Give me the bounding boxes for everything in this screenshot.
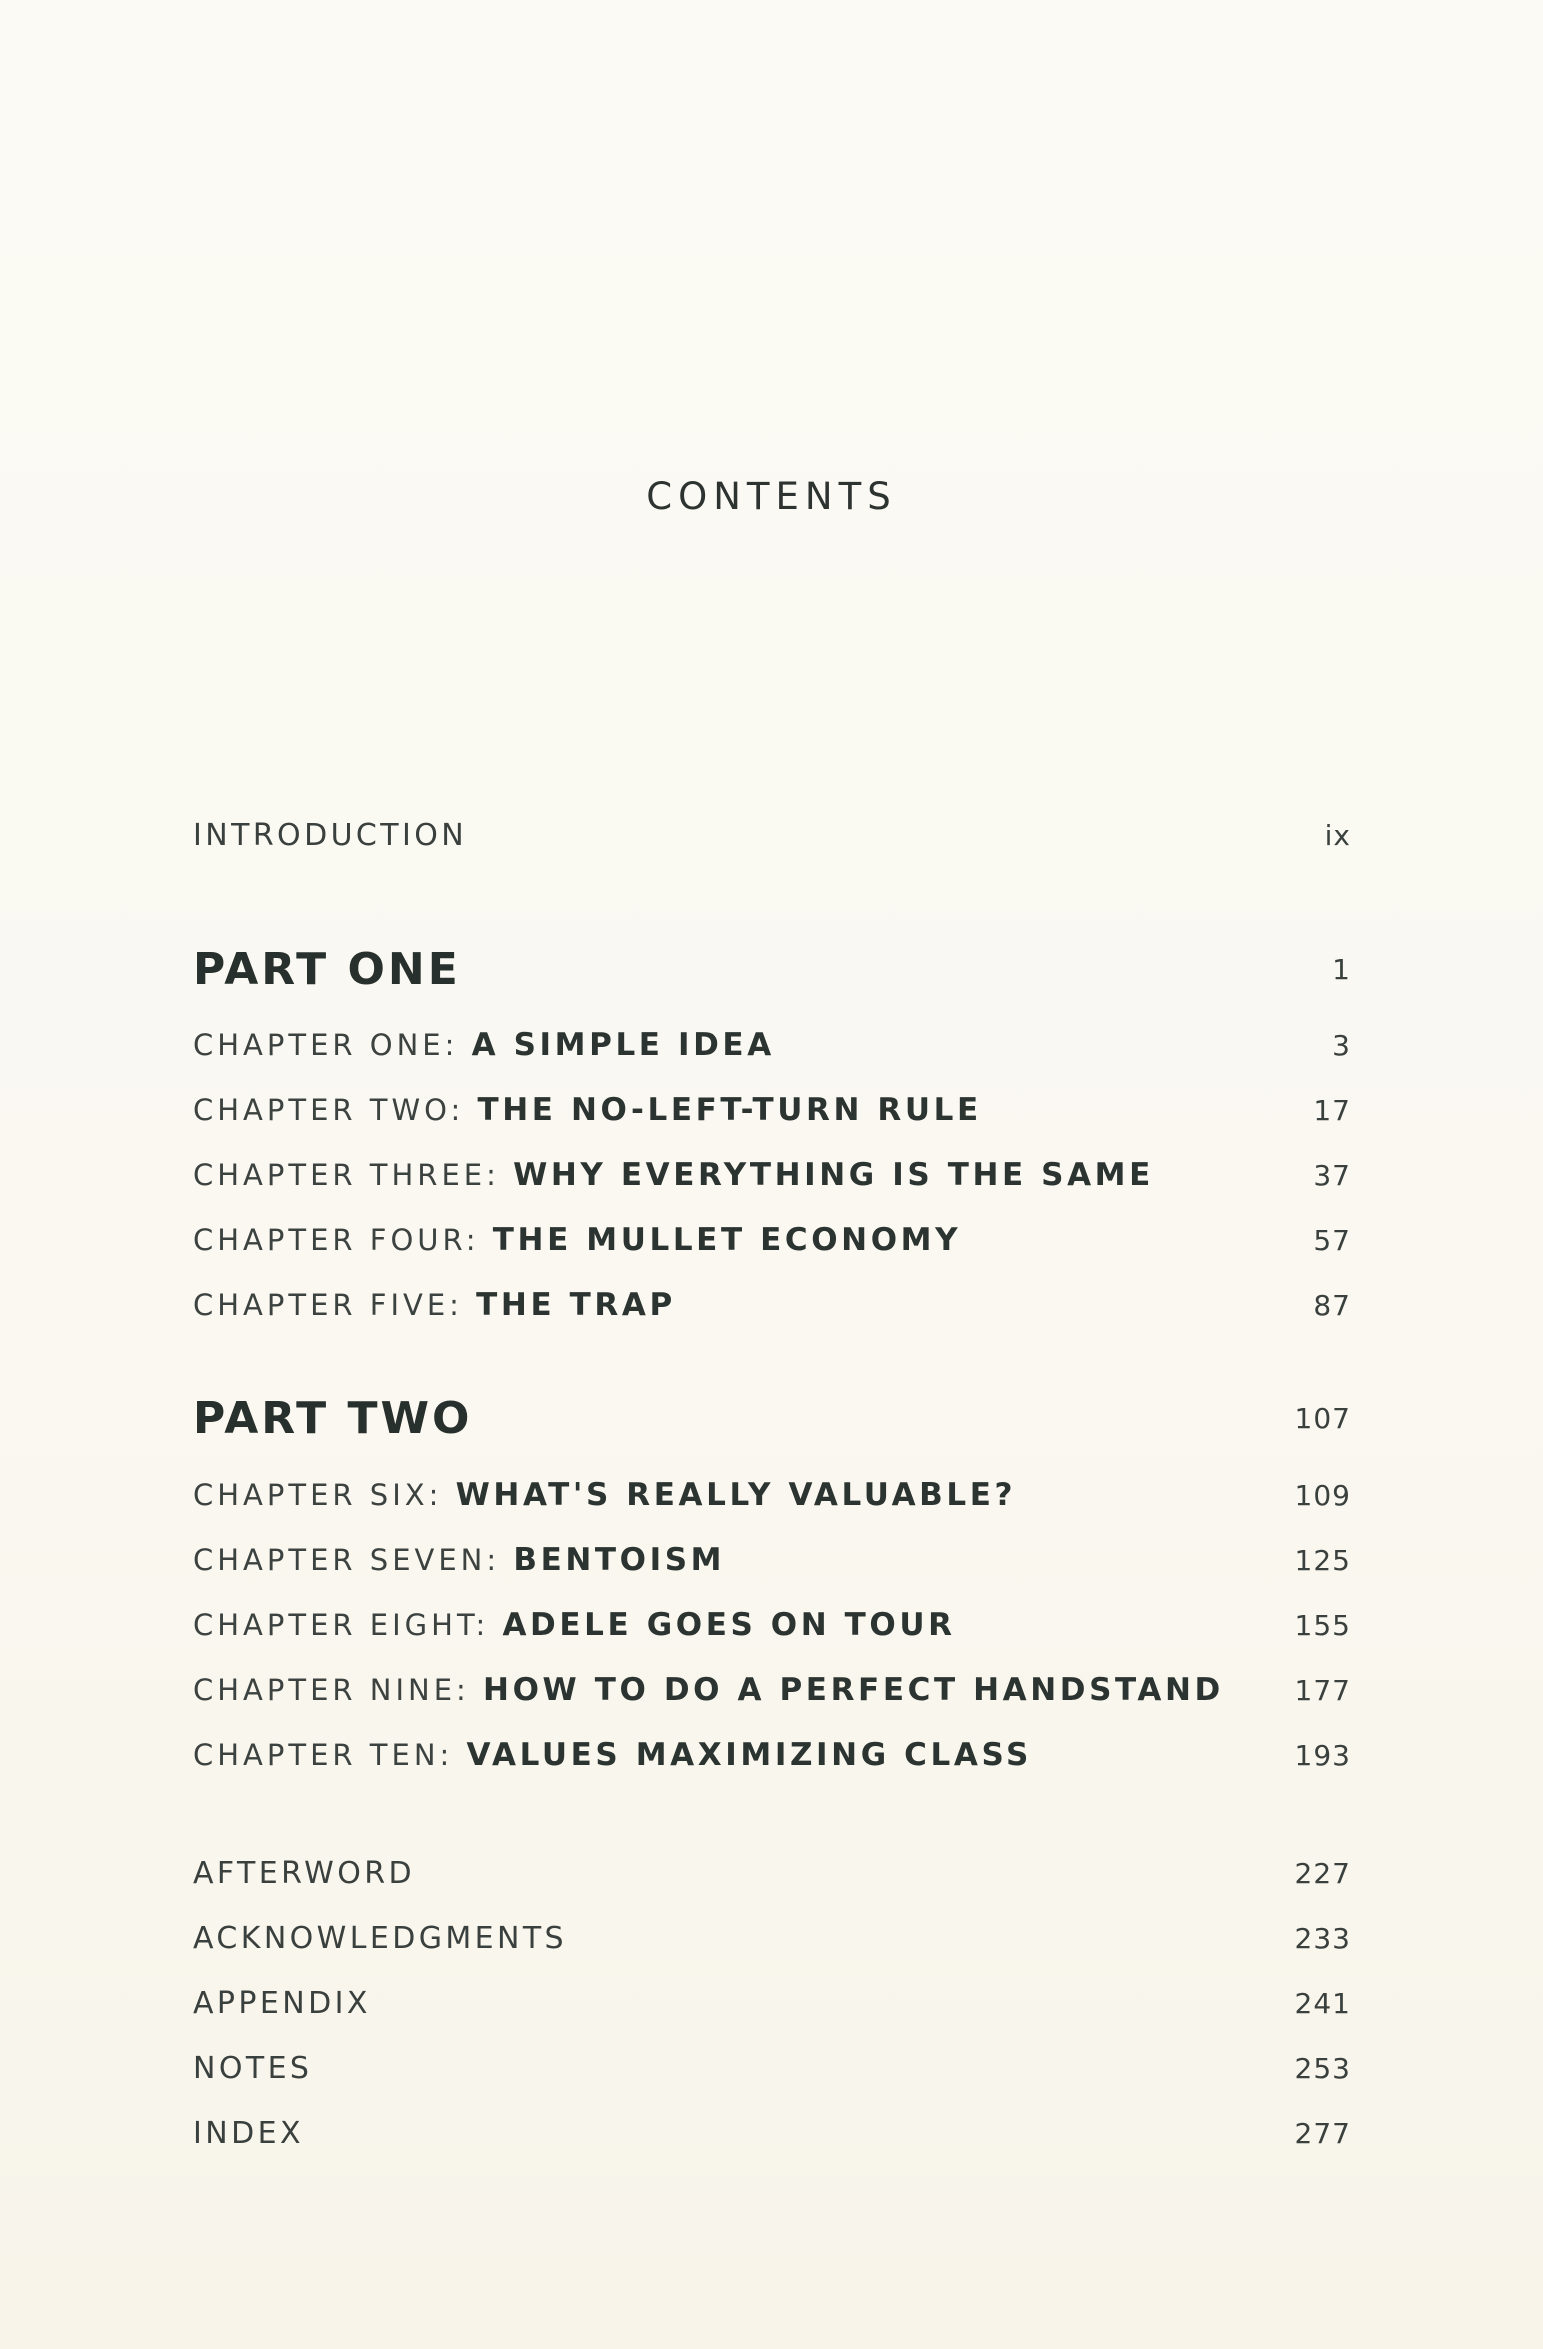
page-number: 253: [1294, 2051, 1351, 2085]
part-title: PART TWO: [193, 1392, 473, 1444]
chapter-title: VALUES MAXIMIZING CLASS: [466, 1737, 1032, 1773]
toc-index[interactable]: [193, 2103, 1351, 2163]
page-number: 227: [1294, 1856, 1351, 1890]
toc-chapter-one[interactable]: [193, 1015, 1351, 1075]
toc-chapter-six[interactable]: [193, 1465, 1351, 1525]
page-number: 125: [1294, 1543, 1351, 1577]
toc-notes[interactable]: [193, 2038, 1351, 2098]
page-number: 87: [1313, 1288, 1351, 1322]
toc-chapter-five[interactable]: [193, 1275, 1351, 1335]
toc-chapter-eight[interactable]: [193, 1595, 1351, 1655]
chapter-label: CHAPTER THREE:: [193, 1158, 514, 1192]
chapter-title: ADELE GOES ON TOUR: [502, 1607, 956, 1643]
toc-part-two[interactable]: [193, 1385, 1351, 1451]
page-number: 109: [1294, 1478, 1351, 1512]
chapter-label: CHAPTER NINE:: [193, 1673, 484, 1707]
chapter-label: CHAPTER SIX:: [193, 1478, 456, 1512]
page-number: 107: [1294, 1401, 1351, 1435]
toc-appendix[interactable]: [193, 1973, 1351, 2033]
toc-part-one[interactable]: [193, 936, 1351, 1002]
page-number: ix: [1324, 818, 1351, 852]
page-number: 233: [1294, 1921, 1351, 1955]
toc-chapter-four[interactable]: [193, 1210, 1351, 1270]
chapter-label: CHAPTER ONE:: [193, 1028, 472, 1062]
entry-title: INTRODUCTION: [193, 817, 468, 853]
entry-title: AFTERWORD: [193, 1855, 415, 1891]
page-number: 17: [1313, 1093, 1351, 1127]
entry-title: APPENDIX: [193, 1985, 371, 2021]
toc-entry-introduction[interactable]: [193, 805, 1351, 865]
page-number: 155: [1294, 1608, 1351, 1642]
page-number: 37: [1313, 1158, 1351, 1192]
toc-chapter-two[interactable]: [193, 1080, 1351, 1140]
toc-chapter-three[interactable]: [193, 1145, 1351, 1205]
chapter-title: THE NO-LEFT-TURN RULE: [477, 1092, 982, 1128]
page-number: 3: [1332, 1028, 1351, 1062]
page-number: 193: [1294, 1738, 1351, 1772]
part-title: PART ONE: [193, 943, 461, 995]
toc-chapter-seven[interactable]: [193, 1530, 1351, 1590]
chapter-label: CHAPTER FIVE:: [193, 1288, 477, 1322]
page-number: 57: [1313, 1223, 1351, 1257]
entry-title: NOTES: [193, 2050, 313, 2086]
entry-title: ACKNOWLEDGMENTS: [193, 1920, 567, 1956]
chapter-title: WHAT'S REALLY VALUABLE?: [455, 1477, 1017, 1513]
chapter-label: CHAPTER FOUR:: [193, 1223, 493, 1257]
contents-heading: CONTENTS: [646, 475, 897, 518]
chapter-label: CHAPTER EIGHT:: [193, 1608, 503, 1642]
page-number: 241: [1294, 1986, 1351, 2020]
chapter-title: THE TRAP: [476, 1287, 676, 1323]
chapter-label: CHAPTER SEVEN:: [193, 1543, 514, 1577]
chapter-title: HOW TO DO A PERFECT HANDSTAND: [483, 1672, 1224, 1708]
page-number: 277: [1294, 2116, 1351, 2150]
chapter-title: WHY EVERYTHING IS THE SAME: [513, 1157, 1154, 1193]
chapter-title: THE MULLET ECONOMY: [492, 1222, 962, 1258]
chapter-label: CHAPTER TWO:: [193, 1093, 478, 1127]
page-number: 177: [1294, 1673, 1351, 1707]
chapter-label: CHAPTER TEN:: [193, 1738, 467, 1772]
chapter-title: A SIMPLE IDEA: [471, 1027, 775, 1063]
toc-chapter-nine[interactable]: [193, 1660, 1351, 1720]
chapter-title: BENTOISM: [513, 1542, 726, 1578]
page-number: 1: [1332, 952, 1351, 986]
toc-acknowledgments[interactable]: [193, 1908, 1351, 1968]
toc-chapter-ten[interactable]: [193, 1725, 1351, 1785]
toc-afterword[interactable]: [193, 1843, 1351, 1903]
entry-title: INDEX: [193, 2115, 304, 2151]
